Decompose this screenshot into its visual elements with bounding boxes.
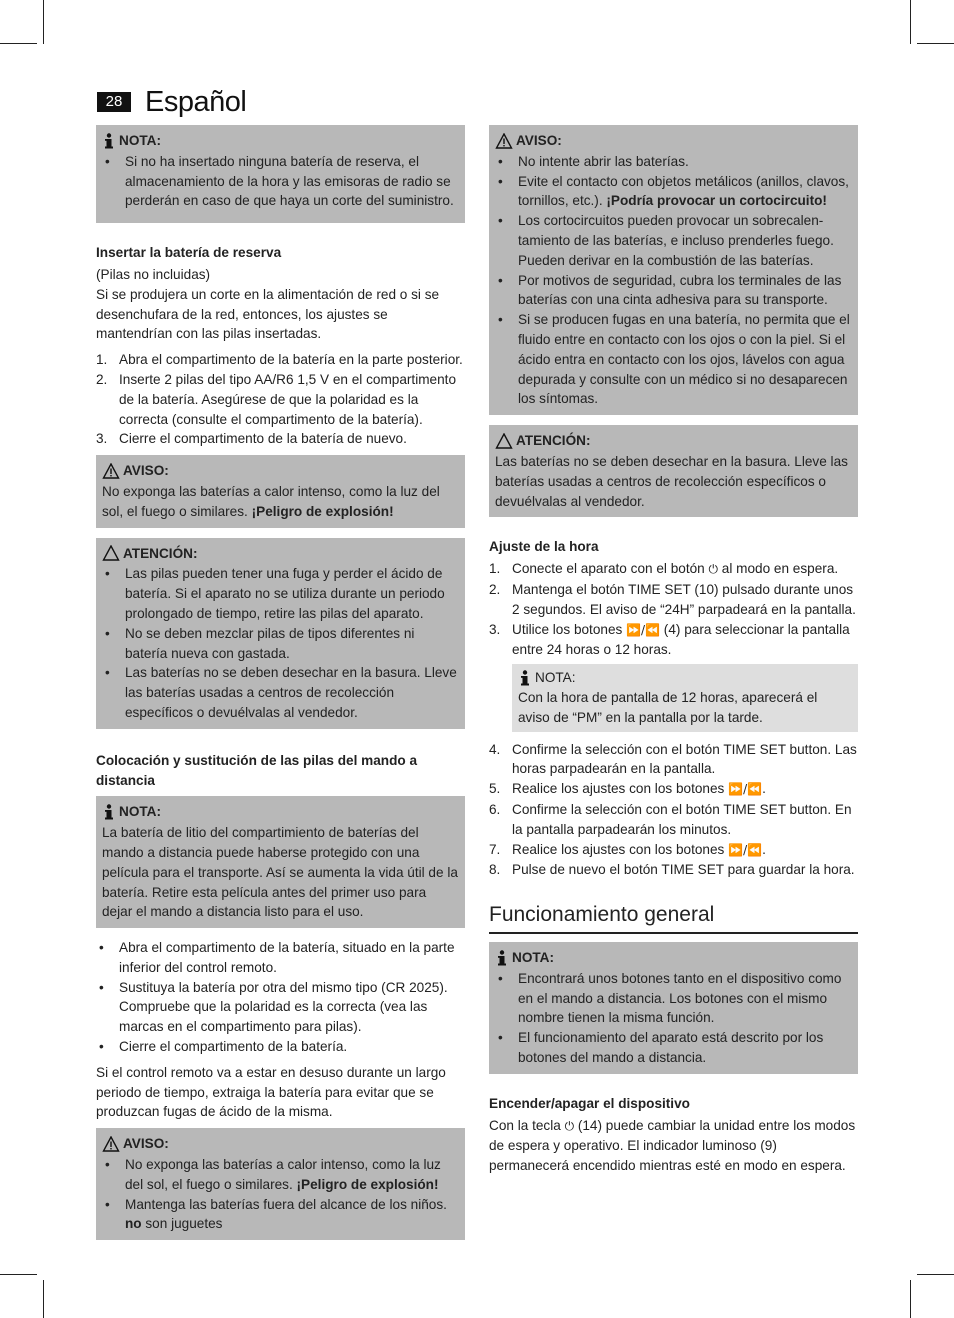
power-icon: ⏻ xyxy=(708,562,718,577)
crop-mark xyxy=(0,1274,37,1275)
right-column xyxy=(489,125,858,1182)
crop-mark xyxy=(43,0,44,44)
left-column xyxy=(96,125,465,1250)
page-title: Español xyxy=(145,86,247,118)
crop-mark xyxy=(917,1274,954,1275)
list-item: • Mantenga las baterías fuera del alcance de los niños. no son juguetes xyxy=(102,1195,459,1235)
crop-mark xyxy=(43,1280,44,1318)
nota-text: Con la hora de pantalla de 12 horas, aparecerá el aviso de “PM” en la pantalla por la tarde. xyxy=(518,689,818,725)
list-item: • Por motivos de seguridad, cubra los terminales de las baterías con una cinta adhesiva para su transporte. xyxy=(495,271,852,311)
list-item: 8. Pulse de nuevo el botón TIME SET para guardar la hora. xyxy=(489,862,855,878)
fast-forward-rewind-icon: ⏩/⏪ xyxy=(626,622,661,637)
section-heading: Encender/apagar el dispositivo xyxy=(489,1095,690,1111)
nota-label: NOTA: xyxy=(535,670,576,686)
list-item: 6. Confirme la selección con el botón TIME SET button. En la pantalla parpadearán los minutos. xyxy=(489,801,852,837)
list-item: • Cierre el compartimento de la batería. xyxy=(96,1037,465,1057)
list-item: • Sustituya la batería por otra del mismo tipo (CR 2025). Compruebe que la polaridad es la correcta (vea las marcas en el compartimento para pilas). xyxy=(96,978,465,1037)
section-title: Funcionamiento general xyxy=(489,902,858,934)
nota-box xyxy=(96,796,465,928)
aviso-box xyxy=(489,125,858,415)
list-item: 3. Utilice los botones ⏩/⏪ (4) para seleccionar la pantalla entre 24 horas o 12 horas. xyxy=(489,621,850,658)
steps-list xyxy=(489,740,858,881)
info-icon xyxy=(495,950,509,966)
atencion-box xyxy=(96,538,465,729)
nota-box xyxy=(489,942,858,1074)
info-icon xyxy=(102,133,116,149)
list-item: • Encontrará unos botones tanto en el dispositivo como en el mando a distancia. Los botones con el mismo nombre tienen la misma función. xyxy=(495,969,852,1028)
aviso-text: No exponga las baterías a calor intenso, como la luz del sol, el fuego o similares. xyxy=(102,483,440,519)
crop-mark xyxy=(917,43,954,44)
paragraph: Con la tecla ⏻ (14) puede cambiar la unidad entre los modos de espera y operativo. El indicador luminoso (9) permanecerá encendido mientras esté en modo en espera. xyxy=(489,1117,856,1174)
atencion-box xyxy=(489,425,858,517)
power-icon: ⏻ xyxy=(564,1118,575,1133)
list-item: • No se deben mezclar pilas de tipos diferentes ni batería nueva con gastada. xyxy=(102,624,459,664)
nota-label: NOTA: xyxy=(119,804,162,820)
steps-list xyxy=(489,559,858,660)
list-item: • Evite el contacto con objetos metálicos (anillos, clavos, tornillos, etc.). ¡Podría provocar un cortocircuito! xyxy=(495,172,852,212)
list-item: 2. Mantenga el botón TIME SET (10) pulsado durante unos 2 segundos. El aviso de “24H” parpadeará en la pantalla. xyxy=(489,581,856,617)
crop-mark xyxy=(910,1280,911,1318)
page-number: 28 xyxy=(97,92,131,112)
atencion-text: Las baterías no se deben desechar en la basura. Lleve las baterías usadas a centros de recolección específicos o devuélvalas al vendedor. xyxy=(495,453,848,509)
aviso-box xyxy=(96,455,465,527)
aviso-label: AVISO: xyxy=(123,1136,169,1152)
warning-icon xyxy=(102,463,120,479)
atencion-label: ATENCIÓN: xyxy=(516,433,591,449)
list-item: • Si se producen fugas en una batería, no permita que el fluido entre en contacto con los ojos o con la piel. Si el ácido entra en contacto con los ojos, lávelos con agua depurada y consulte con un médico si no desaparecen los síntomas. xyxy=(495,310,852,409)
caution-icon xyxy=(495,433,513,449)
list-item: 3. Cierre el compartimento de la batería de nuevo. xyxy=(96,431,407,447)
crop-mark xyxy=(0,43,37,44)
section-heading: Ajuste de la hora xyxy=(489,539,599,555)
nota-label: NOTA: xyxy=(512,950,555,966)
list-item: 7. Realice los ajustes con los botones ⏩/⏪. xyxy=(489,841,766,857)
list-item: • Las pilas pueden tener una fuga y perder el ácido de batería. Si el aparato no se utiliza durante un periodo prolongado de tiempo, retire las pilas del aparato. xyxy=(102,564,459,623)
info-icon xyxy=(102,804,116,820)
fast-forward-rewind-icon: ⏩/⏪ xyxy=(728,782,763,797)
list-item: • No exponga las baterías a calor intenso, como la luz del sol, el fuego o similares. ¡Peligro de explosión! xyxy=(102,1155,459,1195)
list-item: 2. Inserte 2 pilas del tipo AA/R6 1,5 V en el compartimento de la batería. Asegúrese de que la polaridad es la correcta (consulte el compartimento de la batería). xyxy=(96,371,457,427)
crop-mark xyxy=(910,0,911,44)
warning-icon xyxy=(495,133,513,149)
list-item: • No intente abrir las baterías. xyxy=(495,152,852,172)
section-heading: Colocación y sustitución de las pilas del mando a distancia xyxy=(96,752,418,788)
aviso-label: AVISO: xyxy=(123,463,169,479)
caution-icon xyxy=(102,545,120,561)
warning-icon xyxy=(102,1136,120,1152)
list-item: 1. Conecte el aparato con el botón ⏻ al modo en espera. xyxy=(489,561,839,577)
list-item: • Abra el compartimento de la batería, situado en la parte inferior del control remoto. xyxy=(96,938,465,978)
list-item: 1. Abra el compartimento de la batería en la parte posterior. xyxy=(96,352,463,368)
atencion-label: ATENCIÓN: xyxy=(123,545,198,561)
aviso-box xyxy=(96,1128,465,1240)
nota-text: La batería de litio del compartimiento de baterías del mando a distancia puede haberse protegido con una película para el transporte. Así se aumenta la vida útil de la batería. Retire esta película antes del primer uso para dejar el mando a distancia listo para el uso. xyxy=(102,825,458,920)
list-item: • El funcionamiento del aparato está descrito por los botones del mando a distancia. xyxy=(495,1028,852,1068)
nota-box xyxy=(96,125,465,223)
list-item: 4. Confirme la selección con el botón TIME SET button. Las horas parpadearán en la pantalla. xyxy=(489,741,857,777)
list-item: • Si no ha insertado ninguna batería de reserva, el almacenamiento de la hora y las emisoras de radio se perderán en caso de que haya un corte del suministro. xyxy=(102,152,459,211)
list-item: 5. Realice los ajustes con los botones ⏩/⏪. xyxy=(489,781,766,797)
nota-label: NOTA: xyxy=(119,133,162,148)
paragraph: Si se produjera un corte en la alimentación de red o si se desenchufara de la red, entonces, los ajustes se mantendrían con las pilas insertadas. xyxy=(96,286,440,342)
steps-list xyxy=(96,350,465,449)
list-item: • Las baterías no se deben desechar en la basura. Lleve las baterías usadas a centros de recolección específicos o devuélvalas al vendedor. xyxy=(102,663,459,722)
fast-forward-rewind-icon: ⏩/⏪ xyxy=(728,842,763,857)
section-heading: Insertar la batería de reserva xyxy=(96,245,282,261)
info-icon xyxy=(518,670,532,686)
nota-box xyxy=(512,664,858,731)
paragraph: (Pilas no incluidas) xyxy=(96,266,211,282)
paragraph: Si el control remoto va a estar en desuso durante un largo periodo de tiempo, extraiga la batería para evitar que se produzcan fugas de ácido de la misma. xyxy=(96,1064,446,1120)
list-item: • Los cortocircuitos pueden provocar un sobrecalen-tamiento de las baterías, e incluso prenderles fuego. Pueden derivar en la combustión de las baterías. xyxy=(495,211,852,270)
aviso-bold: ¡Peligro de explosión! xyxy=(251,503,394,519)
aviso-label: AVISO: xyxy=(516,133,562,148)
